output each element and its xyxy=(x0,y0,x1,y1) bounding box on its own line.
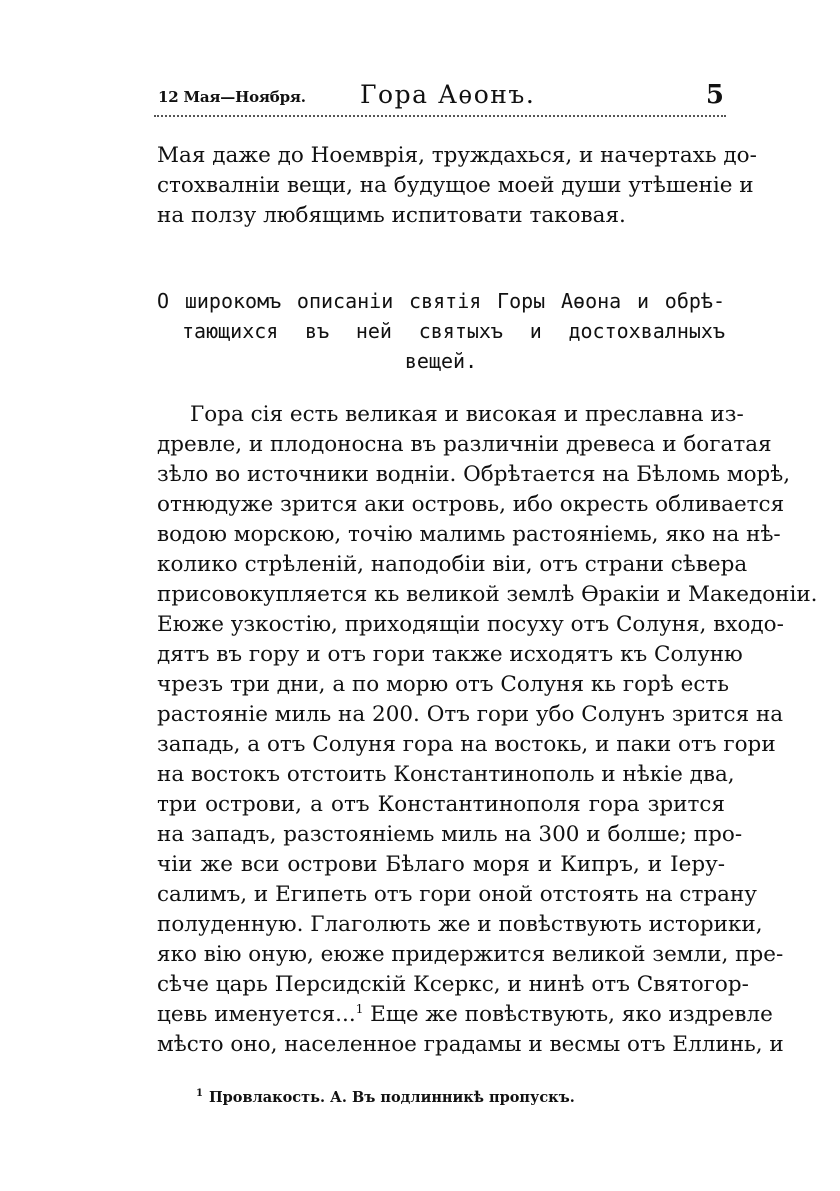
body-line: древле, и плодоносна въ различніи древеса и богатая xyxy=(157,432,772,457)
body-line: дятъ въ гору и отъ гори также исходятъ къ Солуню xyxy=(157,642,743,667)
body-line: Гора сія есть великая и високая и преславна из- xyxy=(190,402,744,427)
body-line: водою морскою, точію малимь растояніемь, яко на нѣ- xyxy=(157,522,781,547)
body-line: на востокъ отстоить Константинополь и нѣкіе два, xyxy=(157,762,735,787)
body-line: на западъ, разстояніемь миль на 300 и болше; про- xyxy=(157,822,743,847)
body-line: яко вію оную, еюже придержится великой земли, пре- xyxy=(157,942,784,967)
body-line: Еюже узкостію, приходящіи посуху отъ Солуня, входо- xyxy=(157,612,784,637)
body-line-with-note xyxy=(157,1000,773,1030)
body-line: колико стрѣленій, наподобіи віи, отъ страни сѣвера xyxy=(157,552,748,577)
footnote-mark: 1 xyxy=(196,1088,203,1099)
body-line: салимъ, и Египеть отъ гори оной отстоять на страну xyxy=(157,882,757,907)
header-rule xyxy=(154,115,726,117)
body-line: сѣче царь Персидскій Ксеркс, и нинѣ отъ Святогор- xyxy=(157,972,749,997)
body-line: мѣсто оно, населенное градамы и весмы отъ Еллинь, и xyxy=(157,1032,784,1057)
body-line: растояніе миль на 200. Отъ гори убо Солунъ зрится на xyxy=(157,702,784,727)
footnote xyxy=(196,1088,575,1106)
running-head-title: Гора Аѳонъ. xyxy=(360,80,536,109)
intro-line: Мая даже до Ноемврія, труждахься, и начертахь до- xyxy=(157,143,757,168)
body-line: чіи же вси острови Бѣлаго моря и Кипръ, и Іеру- xyxy=(157,852,725,877)
body-line: зѣло во источники водніи. Обрѣтается на Бѣломь морѣ, xyxy=(157,462,791,487)
running-head xyxy=(154,78,726,118)
intro-line: стохвалніи вещи, на будущое моей души утѣшеніе и xyxy=(157,173,754,198)
body-line: чрезъ три дни, а по морю отъ Солуня кь горѣ есть xyxy=(157,672,729,697)
footnote-ref: 1 xyxy=(355,1001,364,1016)
footnote-text: Провлакость. А. Въ подлинникѣ пропускъ. xyxy=(208,1088,575,1106)
body-line: полуденную. Глаголють же и повѣствують историки, xyxy=(157,912,763,937)
section-title-line: О широкомъ описаніи святія Горы Аѳона и обрѣ- xyxy=(157,289,725,313)
body-line: три острови, а отъ Константинополя гора зрится xyxy=(157,792,725,817)
body-line-text: цевь именуется... xyxy=(157,1002,356,1027)
running-head-dates: 12 Мая—Ноября. xyxy=(158,88,306,106)
section-title-line: вещей. xyxy=(404,349,478,373)
page-number: 5 xyxy=(705,80,724,110)
intro-line: на ползу любящимь испитовати таковая. xyxy=(157,203,626,228)
body-line: присовокупляется кь великой землѣ Ѳракіи и Македоніи. xyxy=(157,582,818,607)
section-title-line: тающихся въ ней святыхъ и достохвалныхъ xyxy=(182,319,725,343)
body-line: отнюдуже зрится аки островь, ибо окресть обливается xyxy=(157,492,785,517)
body-line: западь, а отъ Солуня гора на востокь, и паки отъ гори xyxy=(157,732,776,757)
body-line-tail: Еще же повѣствують, яко издревле xyxy=(363,1002,773,1027)
